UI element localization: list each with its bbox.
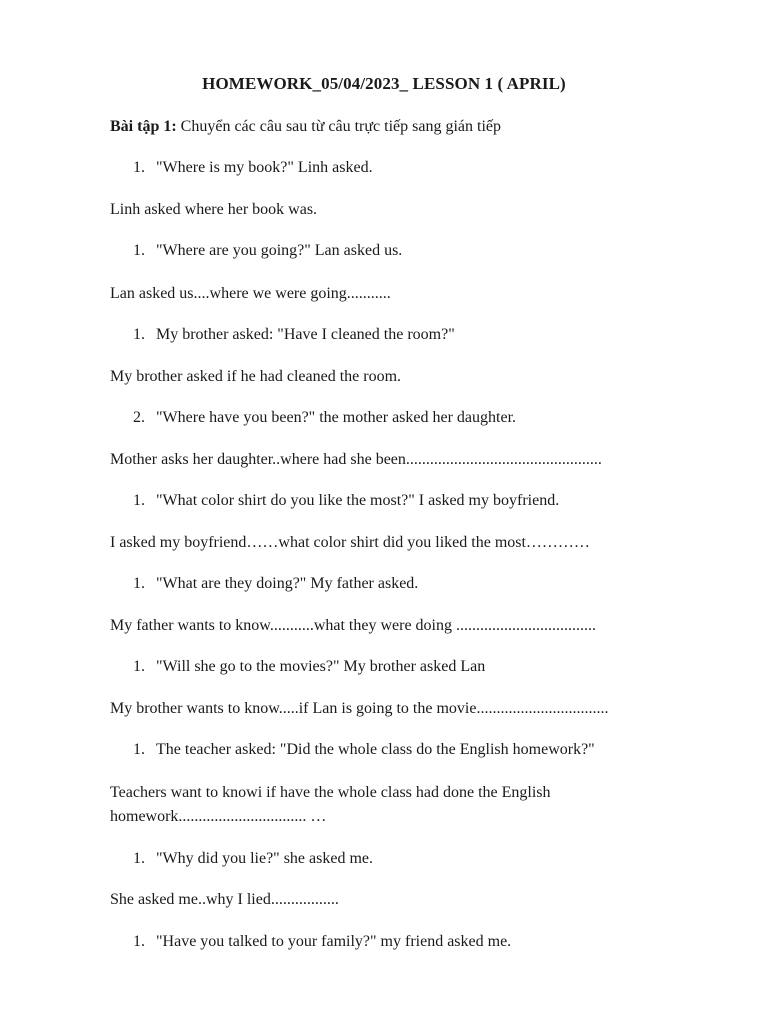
- question-text: "Have you talked to your family?" my friend asked me.: [156, 933, 512, 950]
- question-number: 1.: [133, 242, 145, 259]
- answer-text: Teachers want to knowi if have the whole class had done the English: [110, 784, 551, 801]
- question-item: [133, 848, 373, 870]
- question-text: My brother asked: "Have I cleaned the room?": [156, 326, 455, 343]
- exercise-label: Bài tập 1:: [110, 118, 177, 135]
- answer-text: Linh asked where her book was.: [110, 201, 318, 218]
- question-number: 1.: [133, 326, 145, 343]
- question-text: "Where have you been?" the mother asked her daughter.: [156, 409, 517, 426]
- question-number: 1.: [133, 575, 145, 592]
- question-text: "What are they doing?" My father asked.: [156, 575, 419, 592]
- answer-text: Lan asked us....where we were going...........: [110, 285, 391, 302]
- answer-text: I asked my boyfriend……what color shirt did you liked the most…………: [110, 534, 590, 551]
- question-item: [133, 324, 455, 346]
- question-text: "Why did you lie?" she asked me.: [156, 850, 374, 867]
- answer-text: My brother asked if he had cleaned the room.: [110, 368, 402, 385]
- question-item: [133, 490, 559, 512]
- question-item: [133, 573, 418, 595]
- question-item: [133, 931, 511, 953]
- page-title: HOMEWORK_05/04/2023_ LESSON 1 ( APRIL): [202, 74, 566, 93]
- exercise-instruction: Chuyển các câu sau từ câu trực tiếp sang gián tiếp: [180, 118, 502, 135]
- question-text: The teacher asked: "Did the whole class do the English homework?": [156, 741, 595, 758]
- question-number: 1.: [133, 492, 145, 509]
- question-number: 1.: [133, 850, 145, 867]
- question-number: 2.: [133, 409, 145, 426]
- question-text: "Where are you going?" Lan asked us.: [156, 242, 403, 259]
- question-number: 1.: [133, 933, 145, 950]
- answer-text: My brother wants to know.....if Lan is going to the movie.................................: [110, 700, 609, 717]
- question-text: "What color shirt do you like the most?" I asked my boyfriend.: [156, 492, 560, 509]
- question-item: [133, 240, 402, 262]
- question-item: [133, 407, 516, 429]
- question-item: [133, 656, 485, 678]
- question-item: [133, 157, 373, 179]
- question-number: 1.: [133, 741, 145, 758]
- answer-text-continued: homework................................ …: [110, 808, 327, 825]
- question-item: [133, 739, 595, 761]
- exercise-heading: [110, 116, 501, 138]
- answer-text: My father wants to know...........what they were doing ...................................: [110, 617, 596, 634]
- question-number: 1.: [133, 658, 145, 675]
- question-text: "Will she go to the movies?" My brother asked Lan: [156, 658, 486, 675]
- answer-text: She asked me..why I lied.................: [110, 891, 339, 908]
- question-number: 1.: [133, 159, 145, 176]
- question-text: "Where is my book?" Linh asked.: [156, 159, 373, 176]
- answer-text: Mother asks her daughter..where had she been.................................................: [110, 451, 602, 468]
